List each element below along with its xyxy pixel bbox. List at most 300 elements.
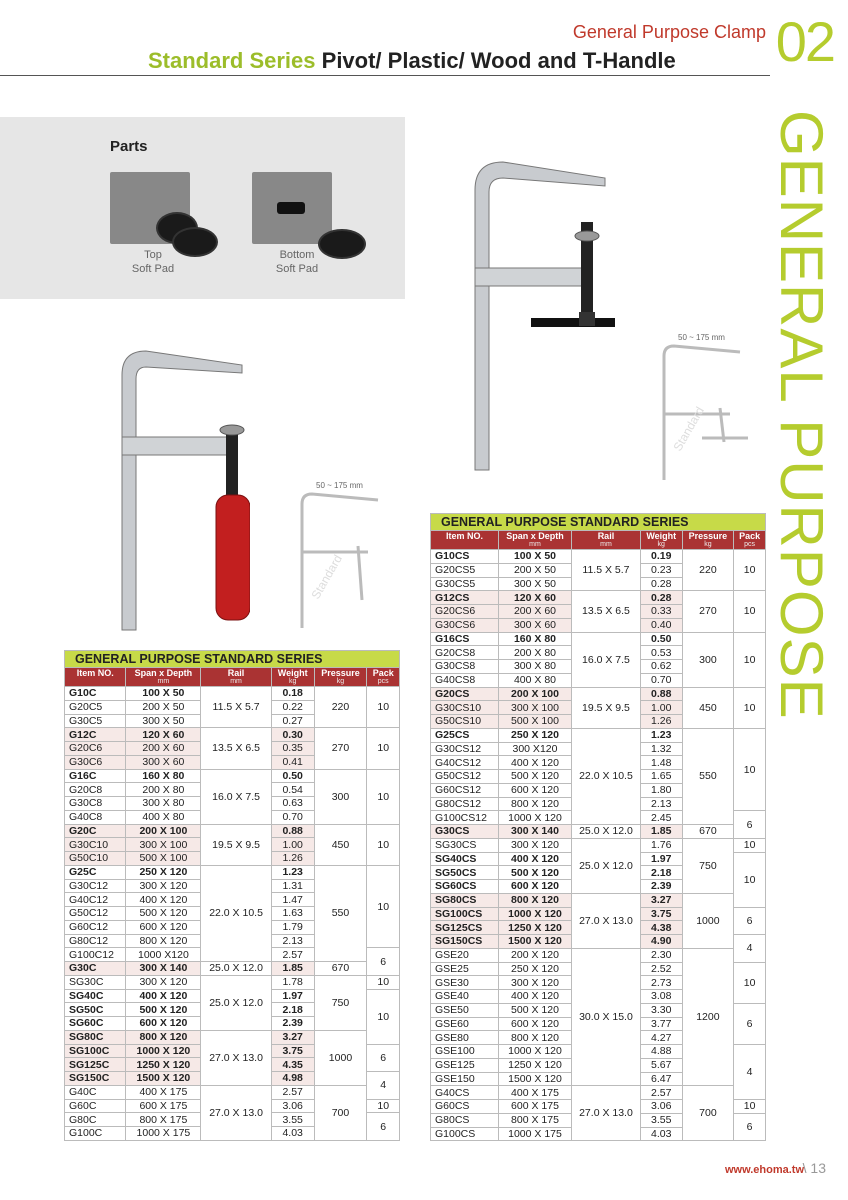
span-depth: 120 X 60 [126, 728, 201, 742]
span-depth: 1000 X120 [126, 948, 201, 962]
item-number: GSE150 [431, 1072, 499, 1086]
item-number: G10C [65, 687, 126, 701]
span-depth: 300 X 120 [498, 838, 571, 852]
pressure: 1000 [314, 1030, 367, 1085]
pack-qty: 10 [734, 852, 766, 907]
item-number: G50C10 [65, 852, 126, 866]
span-depth: 200 X 50 [126, 700, 201, 714]
pressure: 450 [682, 687, 734, 728]
span-depth: 300 X 120 [126, 975, 201, 989]
weight: 2.39 [640, 880, 682, 894]
weight: 0.27 [271, 714, 314, 728]
weight: 0.22 [271, 700, 314, 714]
side-label: GENERAL PURPOSE [768, 110, 835, 720]
span-depth: 1250 X 120 [498, 921, 571, 935]
item-number: G80C [65, 1113, 126, 1127]
weight: 1.97 [640, 852, 682, 866]
item-number: GSE80 [431, 1031, 499, 1045]
weight: 2.57 [271, 948, 314, 962]
span-header: Span x Depth mm [498, 531, 571, 550]
pack-qty: 10 [367, 728, 400, 769]
pressure: 700 [314, 1085, 367, 1140]
item-number: G60C12 [65, 920, 126, 934]
span-depth: 300 X 140 [126, 962, 201, 976]
span-depth: 1000 X 120 [126, 1044, 201, 1058]
pack-qty: 6 [367, 948, 400, 976]
pressure: 670 [314, 962, 367, 976]
span-depth: 160 X 80 [498, 632, 571, 646]
rail-size: 16.0 X 7.5 [572, 632, 641, 687]
item-number: GSE100 [431, 1045, 499, 1059]
pressure-header: Pressure kg [314, 668, 367, 687]
weight: 0.23 [640, 563, 682, 577]
item-number: G10CS [431, 550, 499, 564]
table-row [65, 865, 400, 879]
span-depth: 300 X120 [498, 742, 571, 756]
pack-qty: 4 [734, 1045, 766, 1100]
pack-qty: 6 [734, 1003, 766, 1044]
span-depth: 250 X 120 [498, 962, 571, 976]
table-title: GENERAL PURPOSE STANDARD SERIES [431, 514, 766, 531]
weight: 3.30 [640, 1003, 682, 1017]
table-row [431, 632, 766, 646]
item-number: G30CS [431, 825, 499, 839]
item-number: G30C6 [65, 755, 126, 769]
pressure: 750 [682, 838, 734, 893]
weight: 3.08 [640, 990, 682, 1004]
rail-size: 27.0 X 13.0 [201, 1085, 271, 1140]
left-spec-table [64, 650, 400, 1141]
weight: 1.00 [271, 838, 314, 852]
span-depth: 300 X 100 [498, 701, 571, 715]
item-number: G30C12 [65, 879, 126, 893]
weight: 0.19 [640, 550, 682, 564]
weight: 0.54 [271, 783, 314, 797]
weight: 3.75 [271, 1044, 314, 1058]
weight: 1.65 [640, 770, 682, 784]
pack-qty: 10 [734, 838, 766, 852]
weight: 0.35 [271, 742, 314, 756]
weight: 3.75 [640, 907, 682, 921]
table-row [65, 975, 400, 989]
pressure: 750 [314, 975, 367, 1030]
weight: 1.31 [271, 879, 314, 893]
weight: 0.28 [640, 591, 682, 605]
table-row [65, 1030, 400, 1044]
item-number: SG150CS [431, 935, 499, 949]
span-depth: 500 X 120 [126, 1003, 201, 1017]
item-number: SG80C [65, 1030, 126, 1044]
weight: 0.50 [640, 632, 682, 646]
span-depth: 600 X 120 [498, 783, 571, 797]
weight: 4.03 [271, 1127, 314, 1141]
span-depth: 1500 X 120 [498, 1072, 571, 1086]
item-number: G100CS [431, 1127, 499, 1141]
weight: 1.63 [271, 907, 314, 921]
weight: 2.39 [271, 1017, 314, 1031]
span-depth: 800 X 120 [498, 893, 571, 907]
rail-size: 16.0 X 7.5 [201, 769, 271, 824]
pack-qty: 10 [734, 632, 766, 687]
pressure: 700 [682, 1086, 734, 1141]
span-depth: 1000 X 120 [498, 1045, 571, 1059]
rail-size: 19.5 X 9.5 [201, 824, 271, 865]
weight: 0.62 [640, 660, 682, 674]
span-depth: 200 X 80 [126, 783, 201, 797]
pack-qty: 10 [367, 989, 400, 1044]
item-number: SG100CS [431, 907, 499, 921]
item-number: SG50CS [431, 866, 499, 880]
item-number: G12C [65, 728, 126, 742]
rail-size: 25.0 X 12.0 [572, 838, 641, 893]
weight: 4.88 [640, 1045, 682, 1059]
item-number: G20C6 [65, 742, 126, 756]
series-subtitle: Pivot/ Plastic/ Wood and T-Handle [321, 48, 676, 73]
item-number: G40C [65, 1085, 126, 1099]
weight: 0.88 [271, 824, 314, 838]
weight: 2.13 [271, 934, 314, 948]
item-number: SG30C [65, 975, 126, 989]
bottom-pad-photo [252, 172, 332, 244]
weight: 2.45 [640, 811, 682, 825]
item-number: SG40CS [431, 852, 499, 866]
pressure: 220 [314, 687, 367, 728]
span-depth: 200 X 80 [498, 646, 571, 660]
table-row [65, 728, 400, 742]
item-number: G30C10 [65, 838, 126, 852]
item-number: G50C12 [65, 907, 126, 921]
rail-size: 11.5 X 5.7 [201, 687, 271, 728]
pressure-header: Pressure kg [682, 531, 734, 550]
table-row [431, 728, 766, 742]
weight: 1.23 [640, 728, 682, 742]
pressure: 300 [682, 632, 734, 687]
weight: 1.97 [271, 989, 314, 1003]
pack-qty: 10 [734, 591, 766, 632]
weight: 0.53 [640, 646, 682, 660]
weight: 1.32 [640, 742, 682, 756]
item-number: G60C [65, 1099, 126, 1113]
span-depth: 500 X 120 [498, 1003, 571, 1017]
span-depth: 800 X 120 [126, 934, 201, 948]
rail-size: 27.0 X 13.0 [572, 893, 641, 948]
pack-qty: 10 [734, 550, 766, 591]
weight-header: Weight kg [271, 668, 314, 687]
table-row [431, 838, 766, 852]
pack-qty: 10 [734, 1100, 766, 1114]
span-depth: 400 X 120 [498, 852, 571, 866]
pressure: 270 [682, 591, 734, 632]
span-depth: 200 X 100 [498, 687, 571, 701]
item-number: GSE50 [431, 1003, 499, 1017]
item-number: SG80CS [431, 893, 499, 907]
item-number: G20C5 [65, 700, 126, 714]
weight: 2.57 [271, 1085, 314, 1099]
item-number: G30CS12 [431, 742, 499, 756]
weight: 2.57 [640, 1086, 682, 1100]
weight: 2.13 [640, 797, 682, 811]
header-rule [0, 75, 770, 76]
weight: 2.52 [640, 962, 682, 976]
pack-qty: 10 [367, 1099, 400, 1113]
table-row [431, 825, 766, 839]
span-depth: 500 X 100 [126, 852, 201, 866]
item-number: SG50C [65, 1003, 126, 1017]
span-depth: 600 X 175 [126, 1099, 201, 1113]
span-depth: 300 X 140 [498, 825, 571, 839]
span-depth: 1250 X 120 [126, 1058, 201, 1072]
weight: 3.27 [271, 1030, 314, 1044]
item-number: SG125CS [431, 921, 499, 935]
pack-qty: 6 [367, 1044, 400, 1072]
table-row [65, 824, 400, 838]
weight: 1.78 [271, 975, 314, 989]
weight: 3.27 [640, 893, 682, 907]
rail-size: 11.5 X 5.7 [572, 550, 641, 591]
span-depth: 500 X 120 [498, 866, 571, 880]
pack-qty: 10 [367, 687, 400, 728]
span-depth: 400 X 120 [126, 989, 201, 1003]
weight: 1.00 [640, 701, 682, 715]
pack-qty: 4 [367, 1072, 400, 1100]
table-title: GENERAL PURPOSE STANDARD SERIES [65, 651, 400, 668]
item-number: G40C8 [65, 810, 126, 824]
rail-size: 22.0 X 10.5 [201, 865, 271, 961]
span-depth: 1000 X 120 [498, 811, 571, 825]
item-number: G100CS12 [431, 811, 499, 825]
table-row [65, 769, 400, 783]
item-number: G60CS12 [431, 783, 499, 797]
span-depth: 800 X 120 [126, 1030, 201, 1044]
weight: 1.23 [271, 865, 314, 879]
rail-size: 13.5 X 6.5 [572, 591, 641, 632]
span-depth: 800 X 120 [498, 1031, 571, 1045]
rail-header: Rail mm [201, 668, 271, 687]
weight: 1.76 [640, 838, 682, 852]
span-depth: 300 X 60 [126, 755, 201, 769]
item-number: G40CS8 [431, 673, 499, 687]
span-depth: 120 X 60 [498, 591, 571, 605]
item-number: G40C12 [65, 893, 126, 907]
item-number: GSE30 [431, 976, 499, 990]
span-depth: 600 X 120 [498, 1017, 571, 1031]
weight: 1.85 [640, 825, 682, 839]
item-number: GSE125 [431, 1058, 499, 1072]
rail-header: Rail mm [572, 531, 641, 550]
pack-qty: 10 [367, 824, 400, 865]
watermark: Standard [308, 552, 345, 602]
pressure: 220 [682, 550, 734, 591]
span-depth: 1000 X 120 [498, 907, 571, 921]
pack-qty: 6 [734, 811, 766, 839]
item-number: G20CS8 [431, 646, 499, 660]
span-depth: 1250 X 120 [498, 1058, 571, 1072]
weight: 3.06 [271, 1099, 314, 1113]
weight: 6.47 [640, 1072, 682, 1086]
span-depth: 1500 X 120 [498, 935, 571, 949]
pressure: 450 [314, 824, 367, 865]
span-depth: 100 X 50 [126, 687, 201, 701]
weight: 3.77 [640, 1017, 682, 1031]
span-depth: 400 X 80 [126, 810, 201, 824]
item-number: G50CS12 [431, 770, 499, 784]
span-depth: 160 X 80 [126, 769, 201, 783]
item-number: G12CS [431, 591, 499, 605]
item-number: G30CS8 [431, 660, 499, 674]
rail-size: 13.5 X 6.5 [201, 728, 271, 769]
span-depth: 400 X 175 [498, 1086, 571, 1100]
weight: 0.40 [640, 618, 682, 632]
rail-size: 27.0 X 13.0 [572, 1086, 641, 1141]
item-header: Item NO. [431, 531, 499, 550]
pack-qty: 10 [367, 865, 400, 948]
span-depth: 800 X 120 [498, 797, 571, 811]
right-spec-table [430, 513, 766, 1141]
weight: 4.98 [271, 1072, 314, 1086]
item-number: G40CS [431, 1086, 499, 1100]
weight: 0.70 [271, 810, 314, 824]
span-depth: 400 X 120 [498, 990, 571, 1004]
table-row [65, 1085, 400, 1099]
rail-size: 25.0 X 12.0 [572, 825, 641, 839]
weight: 0.18 [271, 687, 314, 701]
span-depth: 250 X 120 [126, 865, 201, 879]
weight: 0.33 [640, 605, 682, 619]
span-depth: 100 X 50 [498, 550, 571, 564]
table-row [431, 591, 766, 605]
weight: 1.79 [271, 920, 314, 934]
item-header: Item NO. [65, 668, 126, 687]
item-number: GSE40 [431, 990, 499, 1004]
pack-qty: 10 [734, 728, 766, 811]
item-number: G20CS6 [431, 605, 499, 619]
item-number: G30C [65, 962, 126, 976]
item-number: G16C [65, 769, 126, 783]
span-depth: 200 X 60 [126, 742, 201, 756]
span-depth: 300 X 80 [498, 660, 571, 674]
item-number: SG40C [65, 989, 126, 1003]
item-number: SG30CS [431, 838, 499, 852]
span-depth: 300 X 120 [126, 879, 201, 893]
item-number: G30C8 [65, 797, 126, 811]
span-depth: 800 X 175 [498, 1113, 571, 1127]
weight: 2.30 [640, 948, 682, 962]
pressure: 300 [314, 769, 367, 824]
span-depth: 400 X 120 [126, 893, 201, 907]
item-number: G20CS [431, 687, 499, 701]
table-row [431, 687, 766, 701]
pack-qty: 6 [734, 1113, 766, 1141]
span-depth: 300 X 50 [126, 714, 201, 728]
item-number: G30CS5 [431, 577, 499, 591]
span-depth: 800 X 175 [126, 1113, 201, 1127]
span-depth: 300 X 100 [126, 838, 201, 852]
item-number: G16CS [431, 632, 499, 646]
span-depth: 300 X 50 [498, 577, 571, 591]
span-depth: 500 X 100 [498, 715, 571, 729]
weight: 5.67 [640, 1058, 682, 1072]
top-pad-caption: Top Soft Pad [131, 249, 175, 275]
table-row [431, 550, 766, 564]
pressure: 1200 [682, 948, 734, 1086]
weight-header: Weight kg [640, 531, 682, 550]
item-number: G20C8 [65, 783, 126, 797]
parts-title: Parts [110, 138, 148, 155]
page-title [148, 48, 676, 74]
rail-size: 22.0 X 10.5 [572, 728, 641, 824]
item-number: G30C5 [65, 714, 126, 728]
weight: 0.63 [271, 797, 314, 811]
item-number: SG60CS [431, 880, 499, 894]
item-number: SG60C [65, 1017, 126, 1031]
rail-size: 30.0 X 15.0 [572, 948, 641, 1086]
item-number: G30CS10 [431, 701, 499, 715]
item-number: GSE25 [431, 962, 499, 976]
website[interactable]: www.ehoma.tw [724, 1164, 804, 1176]
weight: 3.55 [640, 1113, 682, 1127]
span-depth: 250 X 120 [498, 728, 571, 742]
bottom-pad-caption: Bottom Soft Pad [275, 249, 319, 275]
parts-panel [0, 117, 405, 299]
span-depth: 400 X 120 [498, 756, 571, 770]
item-number: G20C [65, 824, 126, 838]
chapter-number: 02 [775, 10, 834, 73]
series-name: Standard Series [148, 48, 316, 73]
span-depth: 300 X 120 [498, 976, 571, 990]
span-depth: 600 X 120 [126, 1017, 201, 1031]
table-row [65, 962, 400, 976]
weight: 1.80 [640, 783, 682, 797]
weight: 0.70 [640, 673, 682, 687]
pressure: 270 [314, 728, 367, 769]
weight: 4.27 [640, 1031, 682, 1045]
span-depth: 300 X 60 [498, 618, 571, 632]
table-row [431, 893, 766, 907]
rail-size: 27.0 X 13.0 [201, 1030, 271, 1085]
item-number: G40CS12 [431, 756, 499, 770]
weight: 0.28 [640, 577, 682, 591]
span-depth: 500 X 120 [126, 907, 201, 921]
weight: 2.73 [640, 976, 682, 990]
item-number: GSE20 [431, 948, 499, 962]
page-number: \ 13 [802, 1160, 826, 1176]
weight: 2.18 [271, 1003, 314, 1017]
weight: 3.06 [640, 1100, 682, 1114]
span-header: Span x Depth mm [126, 668, 201, 687]
rail-size: 25.0 X 12.0 [201, 962, 271, 976]
weight: 0.50 [271, 769, 314, 783]
weight: 2.18 [640, 866, 682, 880]
pressure: 550 [314, 865, 367, 961]
span-depth: 400 X 80 [498, 673, 571, 687]
weight: 0.88 [640, 687, 682, 701]
span-depth: 400 X 175 [126, 1085, 201, 1099]
item-number: G60CS [431, 1100, 499, 1114]
item-number: SG100C [65, 1044, 126, 1058]
item-number: G100C12 [65, 948, 126, 962]
rail-size: 19.5 X 9.5 [572, 687, 641, 728]
weight: 3.55 [271, 1113, 314, 1127]
pressure: 550 [682, 728, 734, 824]
item-number: G30CS6 [431, 618, 499, 632]
watermark: Standard [670, 404, 707, 454]
item-number: G80C12 [65, 934, 126, 948]
pressure: 670 [682, 825, 734, 839]
span-depth: 200 X 60 [498, 605, 571, 619]
item-number: G80CS [431, 1113, 499, 1127]
item-number: G100C [65, 1127, 126, 1141]
rail-size: 25.0 X 12.0 [201, 975, 271, 1030]
